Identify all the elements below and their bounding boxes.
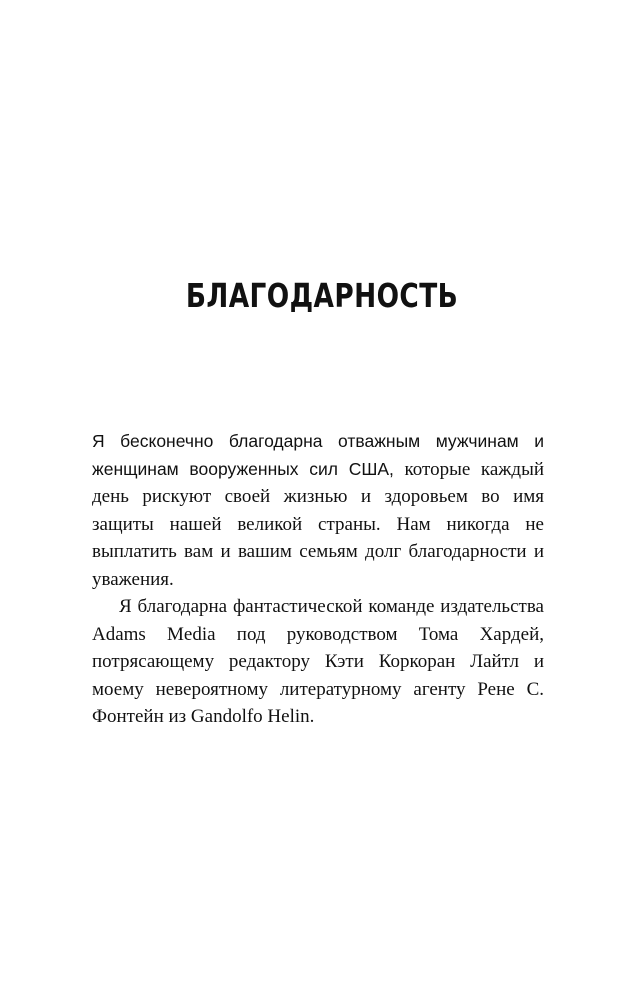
acknowledgements-body [92, 428, 544, 731]
paragraph-1-lead-in: Я бесконечно благодарна отважным мужчинам и женщинам вооруженных сил США, [92, 431, 544, 479]
paragraph-1 [92, 428, 544, 593]
paragraph-1-text: которые каждый день рискуют своей жизнью и здоровьем во имя защиты нашей великой страны. Нам никогда не выплатить вам и вашим семьям долг благодарности и уважения. [92, 458, 545, 590]
paragraph-2: Я благодарна фантастической команде издательства Adams Media под руководством Тома Хардей, потрясающему редактору Кэти Коркоран Лайтл и моему невероятному литературному агенту Рене С. Фонтейн из Gandolfo Helin. [92, 596, 544, 727]
chapter-heading: БЛАГОДАРНОСТЬ [185, 276, 459, 315]
